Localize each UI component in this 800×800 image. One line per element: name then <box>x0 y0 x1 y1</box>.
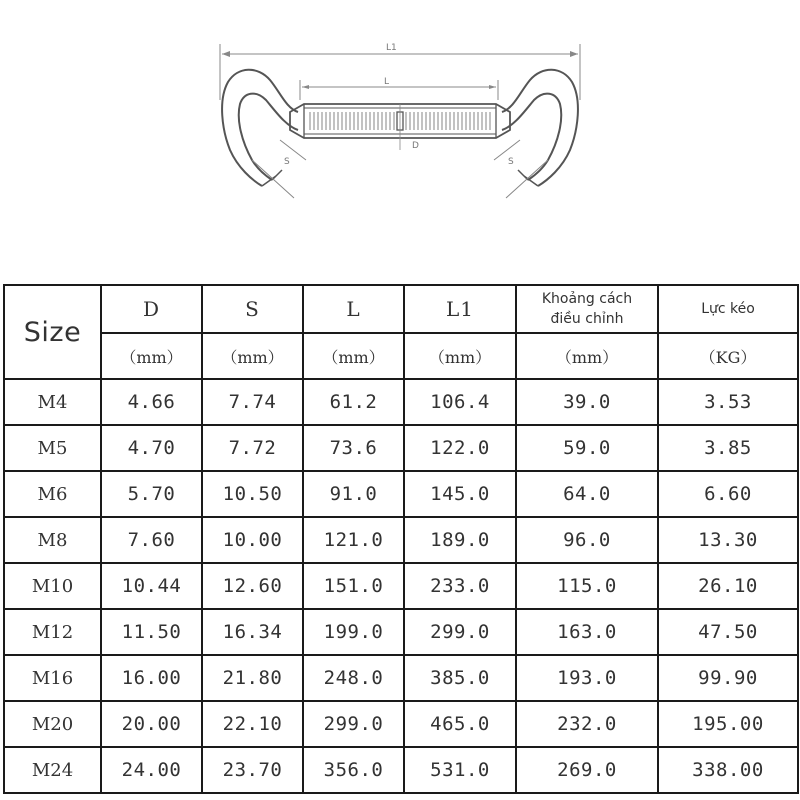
table-row <box>4 379 798 425</box>
size-cell: M6 <box>4 471 101 517</box>
value-l1: 531.0 <box>404 747 516 793</box>
column-header-l: L <box>303 285 404 333</box>
turnbuckle-drawing <box>0 0 800 280</box>
table-row <box>4 563 798 609</box>
column-header-d: D <box>101 285 202 333</box>
value-l: 299.0 <box>303 701 404 747</box>
unit-l1: （mm） <box>404 333 516 379</box>
value-d: 10.44 <box>101 563 202 609</box>
value-pull-force: 3.85 <box>658 425 798 471</box>
value-l: 61.2 <box>303 379 404 425</box>
size-cell: M8 <box>4 517 101 563</box>
value-s: 10.50 <box>202 471 303 517</box>
value-s: 7.72 <box>202 425 303 471</box>
value-s: 22.10 <box>202 701 303 747</box>
value-s: 7.74 <box>202 379 303 425</box>
table-row <box>4 517 798 563</box>
value-pull-force: 6.60 <box>658 471 798 517</box>
value-d: 24.00 <box>101 747 202 793</box>
size-cell: M20 <box>4 701 101 747</box>
value-l: 356.0 <box>303 747 404 793</box>
value-adjustment: 115.0 <box>516 563 658 609</box>
table-row <box>4 425 798 471</box>
size-cell: M4 <box>4 379 101 425</box>
value-l1: 106.4 <box>404 379 516 425</box>
value-s: 12.60 <box>202 563 303 609</box>
column-header-s: S <box>202 285 303 333</box>
value-s: 16.34 <box>202 609 303 655</box>
value-d: 20.00 <box>101 701 202 747</box>
value-adjustment: 64.0 <box>516 471 658 517</box>
unit-s: （mm） <box>202 333 303 379</box>
value-d: 5.70 <box>101 471 202 517</box>
value-adjustment: 193.0 <box>516 655 658 701</box>
table-row <box>4 609 798 655</box>
value-d: 4.66 <box>101 379 202 425</box>
value-l1: 189.0 <box>404 517 516 563</box>
value-d: 16.00 <box>101 655 202 701</box>
size-header: Size <box>4 285 101 379</box>
value-d: 7.60 <box>101 517 202 563</box>
column-header-pull-force: Lực kéo <box>658 285 798 333</box>
value-adjustment: 232.0 <box>516 701 658 747</box>
value-l1: 299.0 <box>404 609 516 655</box>
table-row <box>4 471 798 517</box>
value-adjustment: 163.0 <box>516 609 658 655</box>
value-pull-force: 26.10 <box>658 563 798 609</box>
value-adjustment: 59.0 <box>516 425 658 471</box>
value-pull-force: 338.00 <box>658 747 798 793</box>
value-s: 10.00 <box>202 517 303 563</box>
table-row <box>4 655 798 701</box>
value-l: 121.0 <box>303 517 404 563</box>
unit-adjustment: （mm） <box>516 333 658 379</box>
value-d: 11.50 <box>101 609 202 655</box>
size-cell: M16 <box>4 655 101 701</box>
value-l1: 145.0 <box>404 471 516 517</box>
value-adjustment: 269.0 <box>516 747 658 793</box>
s-right-label: S <box>508 157 514 167</box>
value-l: 91.0 <box>303 471 404 517</box>
value-pull-force: 13.30 <box>658 517 798 563</box>
unit-l: （mm） <box>303 333 404 379</box>
size-cell: M24 <box>4 747 101 793</box>
header-row <box>4 285 798 333</box>
unit-d: （mm） <box>101 333 202 379</box>
value-l: 73.6 <box>303 425 404 471</box>
turnbuckle-diagram <box>0 0 800 280</box>
value-adjustment: 39.0 <box>516 379 658 425</box>
body-length-label: L <box>384 77 390 87</box>
value-pull-force: 47.50 <box>658 609 798 655</box>
s-left-label: S <box>284 157 290 167</box>
table-row <box>4 747 798 793</box>
value-s: 21.80 <box>202 655 303 701</box>
value-pull-force: 99.90 <box>658 655 798 701</box>
unit-row <box>4 333 798 379</box>
spec-table <box>3 284 799 794</box>
diameter-label: D <box>412 141 419 151</box>
size-cell: M10 <box>4 563 101 609</box>
value-l: 199.0 <box>303 609 404 655</box>
column-header-adjustment: Khoảng cách điều chỉnh <box>516 285 658 333</box>
value-l1: 122.0 <box>404 425 516 471</box>
unit-pull-force: （KG） <box>658 333 798 379</box>
size-cell: M12 <box>4 609 101 655</box>
overall-length-label: L1 <box>386 43 397 53</box>
value-l: 151.0 <box>303 563 404 609</box>
value-l: 248.0 <box>303 655 404 701</box>
value-s: 23.70 <box>202 747 303 793</box>
column-header-l1: L1 <box>404 285 516 333</box>
value-pull-force: 3.53 <box>658 379 798 425</box>
value-l1: 465.0 <box>404 701 516 747</box>
value-l1: 385.0 <box>404 655 516 701</box>
value-l1: 233.0 <box>404 563 516 609</box>
table-row <box>4 701 798 747</box>
value-adjustment: 96.0 <box>516 517 658 563</box>
value-d: 4.70 <box>101 425 202 471</box>
size-cell: M5 <box>4 425 101 471</box>
value-pull-force: 195.00 <box>658 701 798 747</box>
